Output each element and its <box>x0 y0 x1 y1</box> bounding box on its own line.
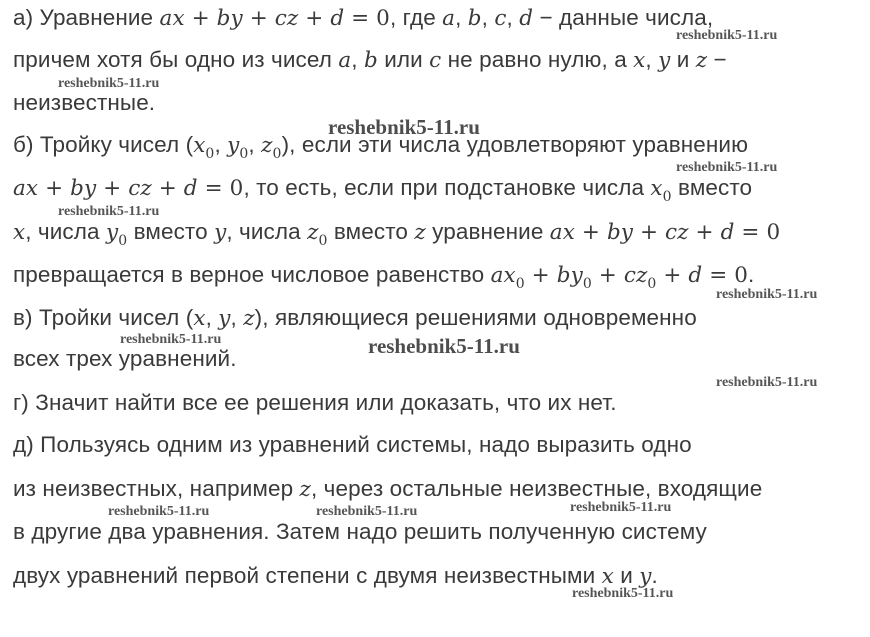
math-variable: z <box>307 220 319 245</box>
math-variable: z <box>261 133 273 158</box>
math-variable: x <box>650 176 663 201</box>
text-run: в другие два уравнения. Затем надо решить полученную систему <box>13 519 707 544</box>
text-run: , <box>205 305 219 330</box>
text-run: , <box>230 305 244 330</box>
math-operator: + <box>38 176 71 201</box>
watermark: reshebnik5-11.ru <box>58 204 160 219</box>
text-line <box>13 4 713 33</box>
text-line <box>13 518 707 546</box>
watermark: reshebnik5-11.ru <box>676 28 778 43</box>
text-run: не равно нулю, а <box>441 47 634 72</box>
subscript: 0 <box>662 189 672 205</box>
text-line <box>13 46 727 75</box>
math-variable: b <box>363 48 378 73</box>
text-line <box>13 562 658 591</box>
text-run: уравнение <box>425 219 550 244</box>
text-run: , то есть, если при подстановке числа <box>243 175 651 200</box>
watermark: reshebnik5-11.ru <box>676 160 778 175</box>
watermark: reshebnik5-11.ru <box>108 504 210 519</box>
math-variable: c <box>429 48 442 73</box>
math-variable: by <box>70 176 97 201</box>
math-variable: d <box>183 176 198 201</box>
math-variable: cz <box>128 176 152 201</box>
text-line <box>13 218 780 249</box>
subscript: 0 <box>318 233 328 249</box>
math-variable: cz <box>665 220 689 245</box>
math-operator: = 0 <box>702 263 749 288</box>
text-run: причем хотя бы одно из чисел <box>13 47 339 72</box>
text-run: ), являющиеся решениями одновременно <box>254 305 697 330</box>
math-variable: x <box>13 220 26 245</box>
math-variable: x <box>633 48 646 73</box>
math-operator: + <box>242 6 275 31</box>
text-run: и <box>670 47 696 72</box>
math-variable: ax <box>159 6 185 31</box>
math-operator: = 0 <box>344 6 390 31</box>
math-variable: y <box>214 220 227 245</box>
math-variable: by <box>606 220 634 245</box>
math-variable: ax <box>549 220 575 245</box>
text-run: неизвестные. <box>13 90 156 115</box>
text-run: или <box>377 47 430 72</box>
subscript: 0 <box>272 146 282 162</box>
text-run: из неизвестных, например <box>13 476 300 501</box>
text-run: двух уравнений первой степени с двумя неизвестными <box>13 563 602 588</box>
math-variable: y <box>227 133 240 158</box>
math-operator: + <box>591 263 624 288</box>
math-variable: d <box>720 220 735 245</box>
subscript: 0 <box>205 146 215 162</box>
watermark: reshebnik5-11.ru <box>328 115 480 139</box>
text-run: . <box>748 262 755 287</box>
math-operator: = 0 <box>734 220 781 245</box>
text-run: вместо <box>327 219 415 244</box>
math-operator: + <box>633 220 666 245</box>
math-variable: c <box>494 6 507 31</box>
watermark: reshebnik5-11.ru <box>570 500 672 515</box>
text-line <box>13 345 237 373</box>
text-run: , <box>351 47 364 72</box>
math-operator: + <box>96 176 129 201</box>
text-run: вместо <box>127 219 215 244</box>
watermark: reshebnik5-11.ru <box>58 76 160 91</box>
math-operator: + <box>151 176 184 201</box>
math-variable: y <box>105 220 119 245</box>
text-run: ), если эти числа удовлетворяют уравнению <box>281 132 749 157</box>
math-variable: ax <box>490 263 516 288</box>
text-run: , <box>455 5 468 30</box>
watermark: reshebnik5-11.ru <box>316 504 418 519</box>
text-run: превращается в верное числовое равенство <box>13 262 491 287</box>
text-run: б) Тройку чисел ( <box>13 132 194 157</box>
math-variable: z <box>695 48 708 73</box>
text-run: − <box>707 47 727 72</box>
subscript: 0 <box>647 276 657 292</box>
math-operator: = 0 <box>197 176 244 201</box>
math-variable: d <box>519 6 534 31</box>
math-variable: cz <box>623 263 648 288</box>
subscript: 0 <box>515 276 525 292</box>
math-variable: by <box>216 6 243 31</box>
subscript: 0 <box>582 276 592 292</box>
math-operator: + <box>524 263 557 288</box>
text-line <box>13 174 752 205</box>
math-variable: cz <box>274 6 299 31</box>
math-variable: z <box>414 220 426 245</box>
math-variable: a <box>442 6 456 31</box>
text-run: в) Тройки чисел ( <box>13 305 194 330</box>
subscript: 0 <box>239 146 249 162</box>
math-operator: + <box>184 6 217 31</box>
text-run: , <box>506 5 520 30</box>
text-line <box>13 431 692 459</box>
text-run: , где <box>389 5 443 30</box>
text-run: , числа <box>226 219 308 244</box>
math-operator: + <box>298 6 331 31</box>
math-variable: by <box>556 263 583 288</box>
math-operator: + <box>656 263 689 288</box>
text-line <box>13 389 617 417</box>
math-variable: y <box>658 48 671 73</box>
math-variable: d <box>330 6 345 31</box>
text-run: а) Уравнение <box>13 5 160 30</box>
text-run: , через остальные неизвестные, входящие <box>310 476 763 501</box>
math-variable: z <box>243 306 255 331</box>
math-variable: y <box>218 306 231 331</box>
math-variable: x <box>601 564 614 589</box>
watermark: reshebnik5-11.ru <box>368 334 520 358</box>
text-run: , <box>248 132 262 157</box>
text-run: вместо <box>671 175 753 200</box>
text-run: , числа <box>25 219 106 244</box>
math-variable: d <box>688 263 703 288</box>
text-run: , <box>481 5 495 30</box>
text-line <box>13 89 155 117</box>
text-run: всех трех уравнений. <box>13 346 237 371</box>
math-variable: b <box>467 6 482 31</box>
watermark: reshebnik5-11.ru <box>572 586 674 601</box>
watermark: reshebnik5-11.ru <box>120 332 222 347</box>
math-variable: y <box>639 564 652 589</box>
text-run: − данные числа, <box>533 5 714 30</box>
math-operator: + <box>688 220 721 245</box>
math-variable: x <box>193 306 206 331</box>
math-operator: + <box>574 220 607 245</box>
math-variable: z <box>299 477 311 502</box>
text-line <box>13 261 754 292</box>
math-variable: ax <box>13 176 39 201</box>
text-run: д) Пользуясь одним из уравнений системы, надо выразить одно <box>13 432 692 457</box>
text-run: г) Значит найти все ее решения или доказать, что их нет. <box>13 390 617 415</box>
subscript: 0 <box>118 233 128 249</box>
text-run: . <box>651 563 658 588</box>
math-variable: a <box>338 48 352 73</box>
watermark: reshebnik5-11.ru <box>716 287 818 302</box>
watermark: reshebnik5-11.ru <box>716 375 818 390</box>
text-run: , <box>645 47 659 72</box>
math-variable: x <box>193 133 206 158</box>
text-run: , <box>214 132 228 157</box>
text-line <box>13 304 697 333</box>
text-run: и <box>613 563 640 588</box>
